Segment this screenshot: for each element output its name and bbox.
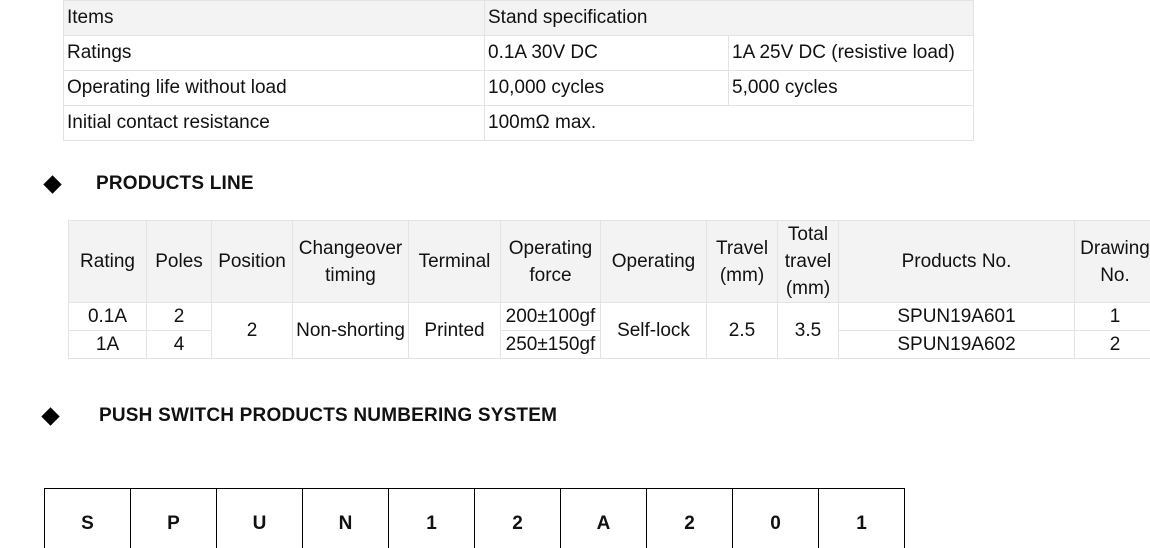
col-header-changeover bbox=[293, 221, 409, 303]
header-line: travel bbox=[785, 251, 831, 272]
header-line: Operating bbox=[509, 238, 592, 259]
spec-value: 10,000 cycles bbox=[485, 71, 729, 106]
cell-products-no: SPUN19A602 bbox=[839, 331, 1075, 359]
header-line: Drawing bbox=[1080, 238, 1150, 259]
spec-row-resistance bbox=[64, 106, 974, 141]
spec-label: Ratings bbox=[64, 36, 485, 71]
cell-drawing-no: 1 bbox=[1075, 303, 1150, 331]
cell-poles: 4 bbox=[147, 331, 212, 359]
header-line: Changeover bbox=[299, 238, 403, 259]
col-header-terminal: Terminal bbox=[409, 221, 501, 303]
code-char-box: 1 bbox=[819, 488, 905, 548]
spec-value: 0.1A 30V DC bbox=[485, 36, 729, 71]
col-header-operating: Operating bbox=[601, 221, 707, 303]
cell-rating: 0.1A bbox=[69, 303, 147, 331]
col-header-operating-force bbox=[501, 221, 601, 303]
spec-value: 100mΩ max. bbox=[485, 106, 974, 141]
spec-row-life bbox=[64, 71, 974, 106]
header-line: force bbox=[529, 265, 571, 286]
code-char-box: 2 bbox=[647, 488, 733, 548]
header-line: (mm) bbox=[720, 265, 764, 286]
spec-label: Initial contact resistance bbox=[64, 106, 485, 141]
spec-value: 1A 25V DC (resistive load) bbox=[729, 36, 974, 71]
cell-drawing-no: 2 bbox=[1075, 331, 1150, 359]
diamond-bullet-icon bbox=[43, 175, 61, 193]
spec-header-items: Items bbox=[64, 1, 485, 36]
spec-header-standard: Stand specification bbox=[485, 1, 974, 36]
col-header-poles: Poles bbox=[147, 221, 212, 303]
col-header-drawing-no bbox=[1075, 221, 1150, 303]
cell-operating-force: 200±100gf bbox=[501, 303, 601, 331]
numbering-code-row bbox=[44, 488, 905, 548]
cell-position: 2 bbox=[212, 303, 293, 359]
numbering-system-title: PUSH SWITCH PRODUCTS NUMBERING SYSTEM bbox=[99, 405, 557, 427]
header-line: No. bbox=[1100, 265, 1130, 286]
cell-products-no: SPUN19A601 bbox=[839, 303, 1075, 331]
col-header-products-no: Products No. bbox=[839, 221, 1075, 303]
code-char-box: 2 bbox=[475, 488, 561, 548]
col-header-travel bbox=[707, 221, 778, 303]
col-header-total-travel bbox=[778, 221, 839, 303]
products-line-title: PRODUCTS LINE bbox=[96, 173, 254, 195]
cell-changeover: Non-shorting bbox=[293, 303, 409, 359]
products-line-table bbox=[68, 220, 1150, 359]
spec-label: Operating life without load bbox=[64, 71, 485, 106]
spec-header-row bbox=[64, 1, 974, 36]
code-char-box: 1 bbox=[389, 488, 475, 548]
cell-operating-force: 250±150gf bbox=[501, 331, 601, 359]
code-char-box: N bbox=[303, 488, 389, 548]
code-char-box: U bbox=[217, 488, 303, 548]
header-line: (mm) bbox=[786, 278, 830, 299]
col-header-position: Position bbox=[212, 221, 293, 303]
code-char-box: P bbox=[131, 488, 217, 548]
products-header-row bbox=[69, 221, 1150, 303]
cell-total-travel: 3.5 bbox=[778, 303, 839, 359]
code-char-box: 0 bbox=[733, 488, 819, 548]
cell-travel: 2.5 bbox=[707, 303, 778, 359]
products-line-heading bbox=[46, 173, 254, 195]
cell-poles: 2 bbox=[147, 303, 212, 331]
table-row bbox=[69, 303, 1150, 331]
spec-table bbox=[63, 0, 974, 141]
numbering-system-heading bbox=[44, 405, 557, 427]
header-line: Total bbox=[788, 224, 828, 245]
code-char-box: S bbox=[45, 488, 131, 548]
cell-terminal: Printed bbox=[409, 303, 501, 359]
cell-rating: 1A bbox=[69, 331, 147, 359]
header-line: Travel bbox=[716, 238, 768, 259]
spec-value: 5,000 cycles bbox=[729, 71, 974, 106]
spec-row-ratings bbox=[64, 36, 974, 71]
diamond-bullet-icon bbox=[41, 407, 59, 425]
cell-operating: Self-lock bbox=[601, 303, 707, 359]
header-line: timing bbox=[325, 265, 376, 286]
code-char-box: A bbox=[561, 488, 647, 548]
col-header-rating: Rating bbox=[69, 221, 147, 303]
